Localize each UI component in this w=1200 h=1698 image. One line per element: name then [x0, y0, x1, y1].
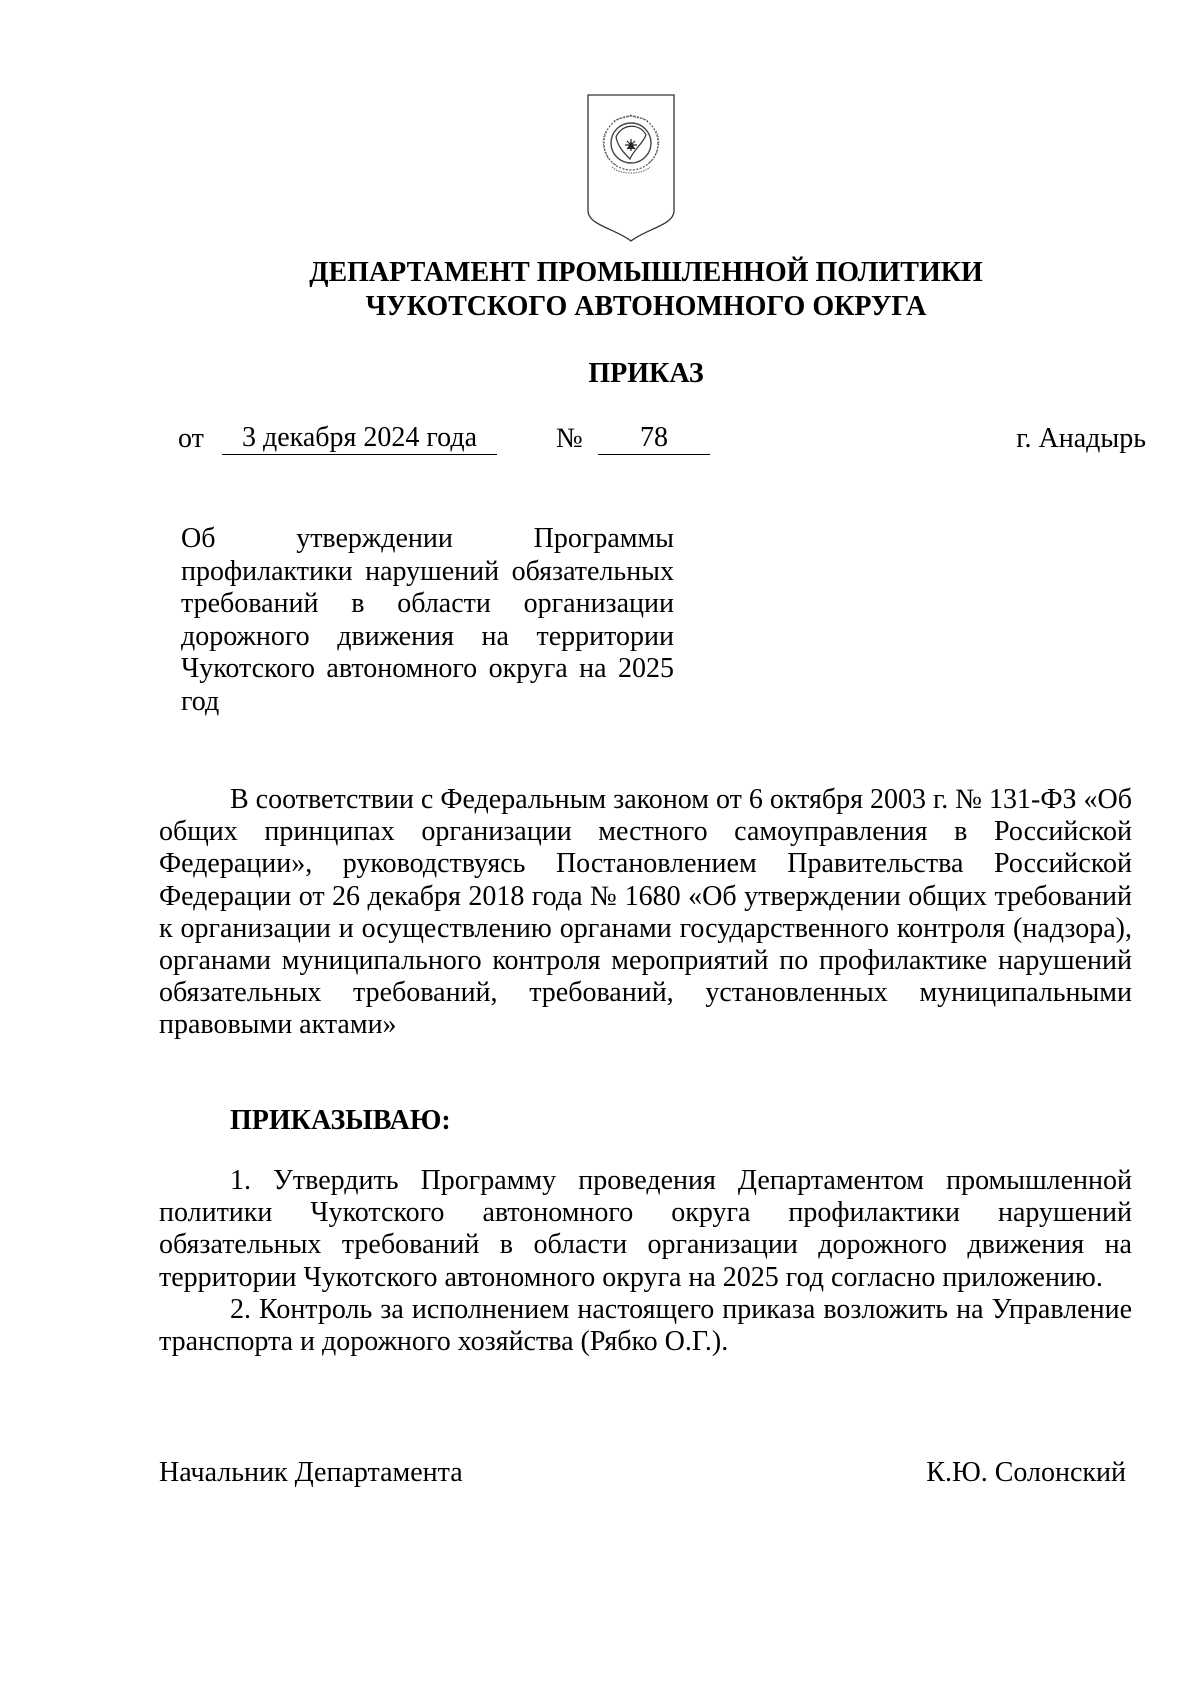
coat-of-arms-icon	[586, 93, 676, 243]
issue-city: г. Анадырь	[1016, 423, 1146, 454]
signer-position: Начальник Департамента	[159, 1457, 463, 1488]
organization-name-line1: ДЕПАРТАМЕНТ ПРОМЫШЛЕННОЙ ПОЛИТИКИ	[309, 257, 983, 288]
signer-name: К.Ю. Солонский	[926, 1457, 1126, 1488]
order-items	[159, 1165, 1132, 1358]
order-subject: Об утверждении Программы профилактики нарушений обязательных требований в области организации дорожного движения на территории Чукотского автономного округа на 2025 год	[181, 523, 674, 717]
order-item-1: 1. Утвердить Программу проведения Департаментом промышленной политики Чукотского автономного округа профилактики нарушений обязательных требований в области организации дорожного движения на территории Чукотского автономного округа на 2025 год согласно приложению.	[159, 1165, 1132, 1293]
order-number: 78	[598, 422, 710, 455]
document-type-title: ПРИКАЗ	[588, 358, 704, 389]
preamble-paragraph: В соответствии с Федеральным законом от 6 октября 2003 г. № 131-ФЗ «Об общих принципах организации местного самоуправления в Российской Федерации», руководствуясь Постановлением Правительства Российской Федерации от 26 декабря 2018 года № 1680 «Об утверждении общих требований к организации и осуществлению органами государственного контроля (надзора), органами муниципального контроля мероприятий по профилактике нарушений обязательных требований, требований, установленных муниципальными правовыми актами»	[159, 784, 1132, 1041]
decree-heading: ПРИКАЗЫВАЮ:	[230, 1105, 451, 1136]
date-prefix-label: от	[178, 423, 204, 454]
order-date: 3 декабря 2024 года	[222, 422, 497, 455]
organization-name-line2: ЧУКОТСКОГО АВТОНОМНОГО ОКРУГА	[365, 291, 927, 322]
order-number-label: №	[556, 423, 583, 454]
organization-name	[160, 256, 1132, 324]
order-item-2: 2. Контроль за исполнением настоящего приказа возложить на Управление транспорта и дорожного хозяйства (Рябко О.Г.).	[159, 1293, 1132, 1358]
